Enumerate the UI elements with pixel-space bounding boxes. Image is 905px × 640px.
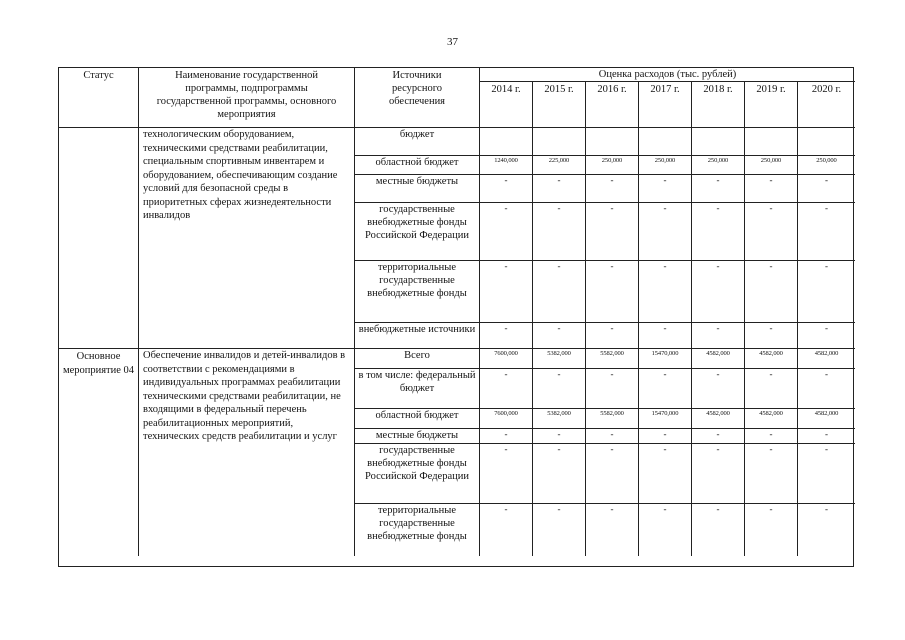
value-cell: - bbox=[639, 504, 692, 556]
value-cell: - bbox=[798, 369, 855, 409]
value-cell: 250,000 bbox=[745, 156, 798, 175]
value-cell: 4582,000 bbox=[745, 409, 798, 429]
value-cell: 225,000 bbox=[533, 156, 586, 175]
value-cell: 4582,000 bbox=[692, 349, 745, 369]
value-cell: - bbox=[586, 323, 639, 349]
source-label: бюджет bbox=[355, 128, 480, 156]
value-cell bbox=[586, 128, 639, 156]
value-cell bbox=[692, 128, 745, 156]
value-cell: - bbox=[745, 261, 798, 323]
year-header: 2018 г. bbox=[692, 82, 745, 128]
value-cell: - bbox=[692, 261, 745, 323]
source-label: местные бюджеты bbox=[355, 429, 480, 444]
value-cell: - bbox=[586, 429, 639, 444]
value-cell: - bbox=[533, 261, 586, 323]
year-header: 2015 г. bbox=[533, 82, 586, 128]
value-cell: - bbox=[480, 504, 533, 556]
value-cell: - bbox=[745, 429, 798, 444]
page-number: 37 bbox=[447, 36, 458, 48]
value-cell: - bbox=[639, 429, 692, 444]
value-cell: 4582,000 bbox=[692, 409, 745, 429]
value-cell: - bbox=[692, 323, 745, 349]
value-cell: 4582,000 bbox=[745, 349, 798, 369]
value-cell: - bbox=[639, 323, 692, 349]
value-cell: 4582,000 bbox=[798, 409, 855, 429]
value-cell bbox=[798, 128, 855, 156]
value-cell: 15470,000 bbox=[639, 409, 692, 429]
value-cell: - bbox=[533, 369, 586, 409]
value-cell: - bbox=[586, 261, 639, 323]
value-cell: - bbox=[692, 203, 745, 261]
value-cell: - bbox=[639, 261, 692, 323]
value-cell: - bbox=[480, 203, 533, 261]
value-cell: - bbox=[692, 504, 745, 556]
source-label: Всего bbox=[355, 349, 480, 369]
value-cell: - bbox=[798, 444, 855, 504]
value-cell: 1240,000 bbox=[480, 156, 533, 175]
value-cell: - bbox=[745, 323, 798, 349]
value-cell: - bbox=[533, 323, 586, 349]
year-header: 2020 г. bbox=[798, 82, 855, 128]
source-label: государственные внебюджетные фонды Российской Федерации bbox=[355, 444, 480, 504]
value-cell bbox=[533, 128, 586, 156]
value-cell: - bbox=[798, 203, 855, 261]
block1-name: технологическим оборудованием, техническими средствами реабилитации, специальным спортивным инвентарем и оборудованием, обеспечивающим создание условий для безопасной среды в приоритетных сферах жизнедеятельности инвалидов bbox=[139, 128, 355, 349]
value-cell: - bbox=[586, 175, 639, 203]
value-cell bbox=[639, 128, 692, 156]
value-cell: - bbox=[586, 504, 639, 556]
value-cell: 250,000 bbox=[586, 156, 639, 175]
header-status: Статус bbox=[59, 68, 139, 128]
year-header: 2016 г. bbox=[586, 82, 639, 128]
value-cell: - bbox=[692, 429, 745, 444]
header-sources: Источники ресурсного обеспечения bbox=[355, 68, 480, 128]
value-cell: - bbox=[533, 504, 586, 556]
source-label: местные бюджеты bbox=[355, 175, 480, 203]
value-cell: 250,000 bbox=[798, 156, 855, 175]
value-cell: - bbox=[480, 444, 533, 504]
source-label: областной бюджет bbox=[355, 409, 480, 429]
value-cell: - bbox=[798, 261, 855, 323]
source-label: в том числе: федеральный бюджет bbox=[355, 369, 480, 409]
value-cell: - bbox=[745, 504, 798, 556]
value-cell: 7600,000 bbox=[480, 349, 533, 369]
value-cell: - bbox=[825, 504, 828, 514]
value-cell: - bbox=[798, 323, 855, 349]
value-cell: - bbox=[586, 444, 639, 504]
block2-name: Обеспечение инвалидов и детей-инвалидов в соответствии с рекомендациями в индивидуальных программах реабилитации техническими средствами реабилитации, не входящими в федеральный перечень реабилитационных мероприятий, технических средств реабилитации и услуг bbox=[139, 349, 355, 556]
header-name: Наименование государственной программы, подпрограммы государственной программы, основного мероприятия bbox=[139, 68, 355, 128]
value-cell: - bbox=[692, 444, 745, 504]
value-cell: - bbox=[692, 175, 745, 203]
block1-status bbox=[59, 128, 139, 349]
value-cell: - bbox=[639, 369, 692, 409]
value-cell: - bbox=[533, 203, 586, 261]
value-cell: - bbox=[586, 203, 639, 261]
value-cell: - bbox=[480, 175, 533, 203]
value-cell bbox=[480, 128, 533, 156]
value-cell: - bbox=[639, 444, 692, 504]
source-label: территориальные государственные внебюджетные фонды bbox=[355, 261, 480, 323]
value-cell: - bbox=[533, 444, 586, 504]
value-cell: - bbox=[480, 369, 533, 409]
block2-status: Основное мероприятие 04 bbox=[59, 349, 139, 556]
year-header: 2019 г. bbox=[745, 82, 798, 128]
value-cell: - bbox=[798, 429, 855, 444]
value-cell: - bbox=[639, 175, 692, 203]
year-header: 2014 г. bbox=[480, 82, 533, 128]
value-cell: - bbox=[639, 203, 692, 261]
source-label: территориальные государственные внебюджетные фонды bbox=[355, 504, 480, 556]
value-cell: 7600,000 bbox=[480, 409, 533, 429]
value-cell: - bbox=[586, 369, 639, 409]
value-cell bbox=[745, 128, 798, 156]
value-cell: - bbox=[745, 444, 798, 504]
value-cell: - bbox=[745, 369, 798, 409]
year-header: 2017 г. bbox=[639, 82, 692, 128]
source-label: государственные внебюджетные фонды Российской Федерации bbox=[355, 203, 480, 261]
value-cell: - bbox=[745, 175, 798, 203]
value-cell: 5382,000 bbox=[533, 349, 586, 369]
header-estimate: Оценка расходов (тыс. рублей) bbox=[480, 68, 855, 82]
value-cell: - bbox=[480, 261, 533, 323]
source-label: внебюджетные источники bbox=[355, 323, 480, 349]
value-cell: - bbox=[798, 175, 855, 203]
value-cell: 4582,000 bbox=[798, 349, 855, 369]
value-cell: - bbox=[533, 429, 586, 444]
value-cell: 5382,000 bbox=[533, 409, 586, 429]
source-label: областной бюджет bbox=[355, 156, 480, 175]
value-cell: - bbox=[745, 203, 798, 261]
value-cell: - bbox=[533, 175, 586, 203]
value-cell: - bbox=[480, 323, 533, 349]
value-cell: 5582,000 bbox=[586, 349, 639, 369]
value-cell: 250,000 bbox=[692, 156, 745, 175]
value-cell: - bbox=[480, 429, 533, 444]
value-cell: 250,000 bbox=[639, 156, 692, 175]
budget-table bbox=[58, 67, 854, 567]
value-cell: 15470,000 bbox=[639, 349, 692, 369]
value-cell: 5582,000 bbox=[586, 409, 639, 429]
value-cell: - bbox=[692, 369, 745, 409]
